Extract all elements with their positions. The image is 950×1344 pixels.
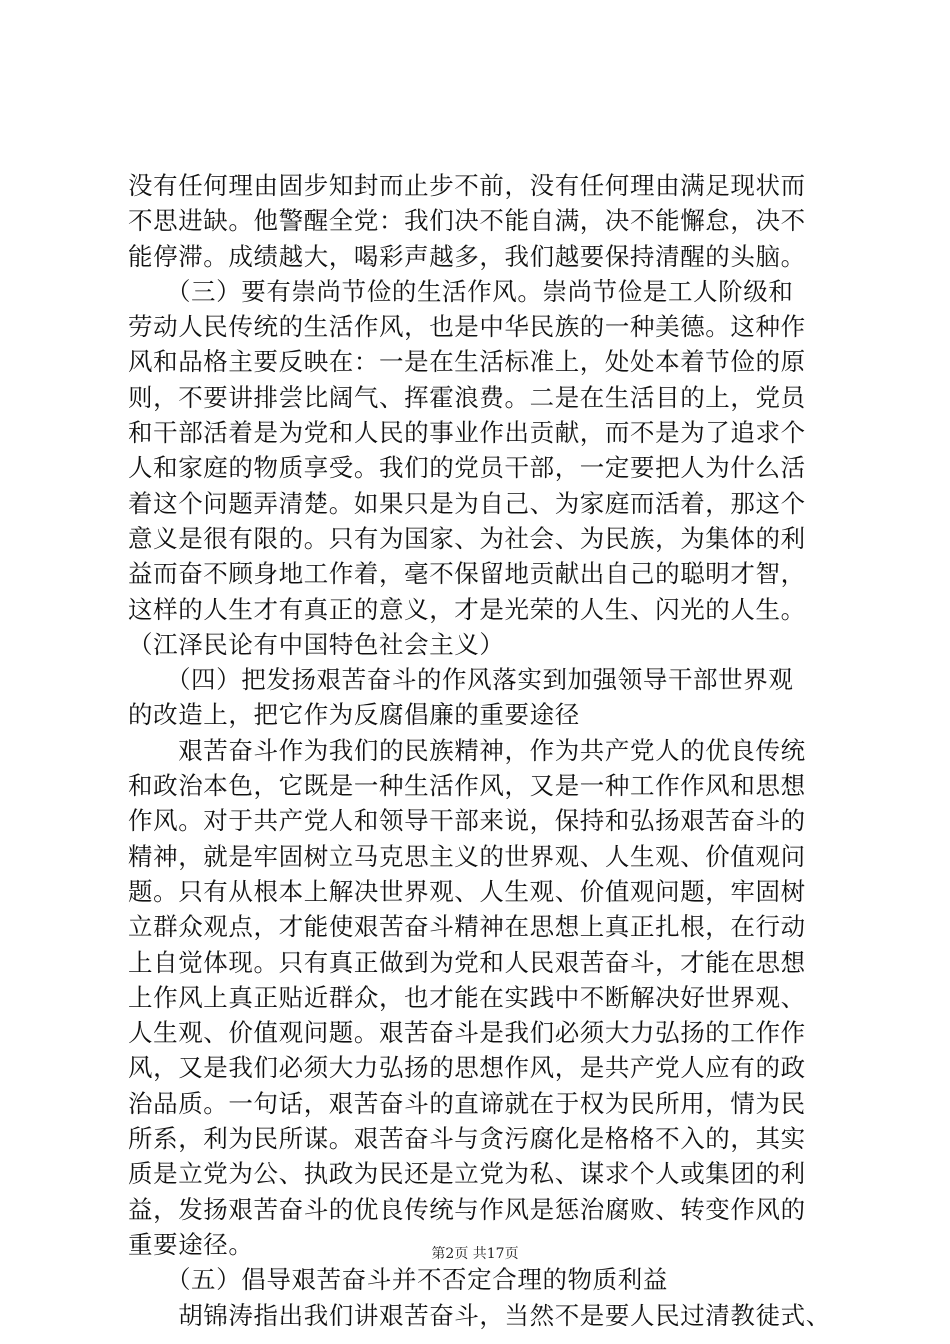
- text-line: 立群众观点，才能使艰苦奋斗精神在思想上真正扎根，在行动: [128, 912, 806, 942]
- text-line: 则，不要讲排尝比阔气、挥霍浪费。二是在生活目的上，党员: [128, 382, 806, 412]
- text-line: 重要途径。: [128, 1229, 254, 1259]
- text-line: 和干部活着是为党和人民的事业作出贡献，而不是为了追求个: [128, 418, 806, 448]
- text-line: 上自觉体现。只有真正做到为党和人民艰苦奋斗，才能在思想: [128, 947, 806, 977]
- text-line: 和政治本色，它既是一种生活作风，又是一种工作作风和思想: [128, 771, 806, 801]
- text-line: 质是立党为公、执政为民还是立党为私、谋求个人或集团的利: [128, 1159, 806, 1189]
- text-line: 没有任何理由固步知封而止步不前，没有任何理由满足现状而: [128, 171, 806, 200]
- text-line: 益，发扬艰苦奋斗的优良传统与作风是惩治腐败、转变作风的: [128, 1194, 806, 1224]
- page-footer: 第2页 共17页: [431, 1246, 519, 1262]
- text-line: 风和品格主要反映在：一是在生活标准上，处处本着节俭的原: [128, 347, 806, 377]
- text-line: 精神，就是牢固树立马克思主义的世界观、人生观、价值观问: [128, 841, 806, 871]
- text-line: 治品质。一句话，艰苦奋斗的直谛就在于权为民所用，情为民: [128, 1088, 806, 1118]
- text-line: 的改造上，把它作为反腐倡廉的重要途径: [128, 700, 580, 730]
- text-line: 意义是很有限的。只有为国家、为社会、为民族，为集体的利: [128, 523, 806, 553]
- text-line: 益而奋不顾身地工作着，毫不保留地贡献出自己的聪明才智，: [128, 559, 806, 589]
- text-line: 作风。对于共产党人和领导干部来说，保持和弘扬艰苦奋斗的: [128, 806, 806, 836]
- text-line: 能停滞。成绩越大，喝彩声越多，我们越要保持清醒的头脑。: [128, 241, 806, 271]
- text-line: （四）把发扬艰苦奋斗的作风落实到加强领导干部世界观: [128, 665, 794, 695]
- text-line: 风，又是我们必须大力弘扬的思想作风，是共产党人应有的政: [128, 1053, 806, 1083]
- text-line: （五）倡导艰苦奋斗并不否定合理的物质利益: [128, 1265, 668, 1295]
- text-line: （三）要有崇尚节俭的生活作风。崇尚节俭是工人阶级和: [128, 276, 794, 306]
- text-line: 所系，利为民所谋。艰苦奋斗与贪污腐化是格格不入的，其实: [128, 1124, 806, 1154]
- text-line: 上作风上真正贴近群众，也才能在实践中不断解决好世界观、: [128, 982, 806, 1012]
- document-body: [128, 168, 848, 1333]
- text-line: 着这个问题弄清楚。如果只是为自己、为家庭而活着，那这个: [128, 488, 806, 518]
- text-line: 这样的人生才有真正的意义，才是光荣的人生、闪光的人生。: [128, 594, 806, 624]
- text-line: 艰苦奋斗作为我们的民族精神，作为共产党人的优良传统: [128, 735, 806, 765]
- text-line: 不思进缺。他警醒全党：我们决不能自满，决不能懈怠，决不: [128, 206, 806, 236]
- text-line: （江泽民论有中国特色社会主义）: [128, 629, 505, 659]
- text-line: 题。只有从根本上解决世界观、人生观、价值观问题，牢固树: [128, 876, 806, 906]
- text-line: 人生观、价值观问题。艰苦奋斗是我们必须大力弘扬的工作作: [128, 1018, 806, 1048]
- text-line: 胡锦涛指出我们讲艰苦奋斗，当然不是要人民过清教徒式、: [128, 1300, 831, 1330]
- text-line: 人和家庭的物质享受。我们的党员干部，一定要把人为什么活: [128, 453, 806, 483]
- text-line: 劳动人民传统的生活作风，也是中华民族的一种美德。这种作: [128, 312, 806, 342]
